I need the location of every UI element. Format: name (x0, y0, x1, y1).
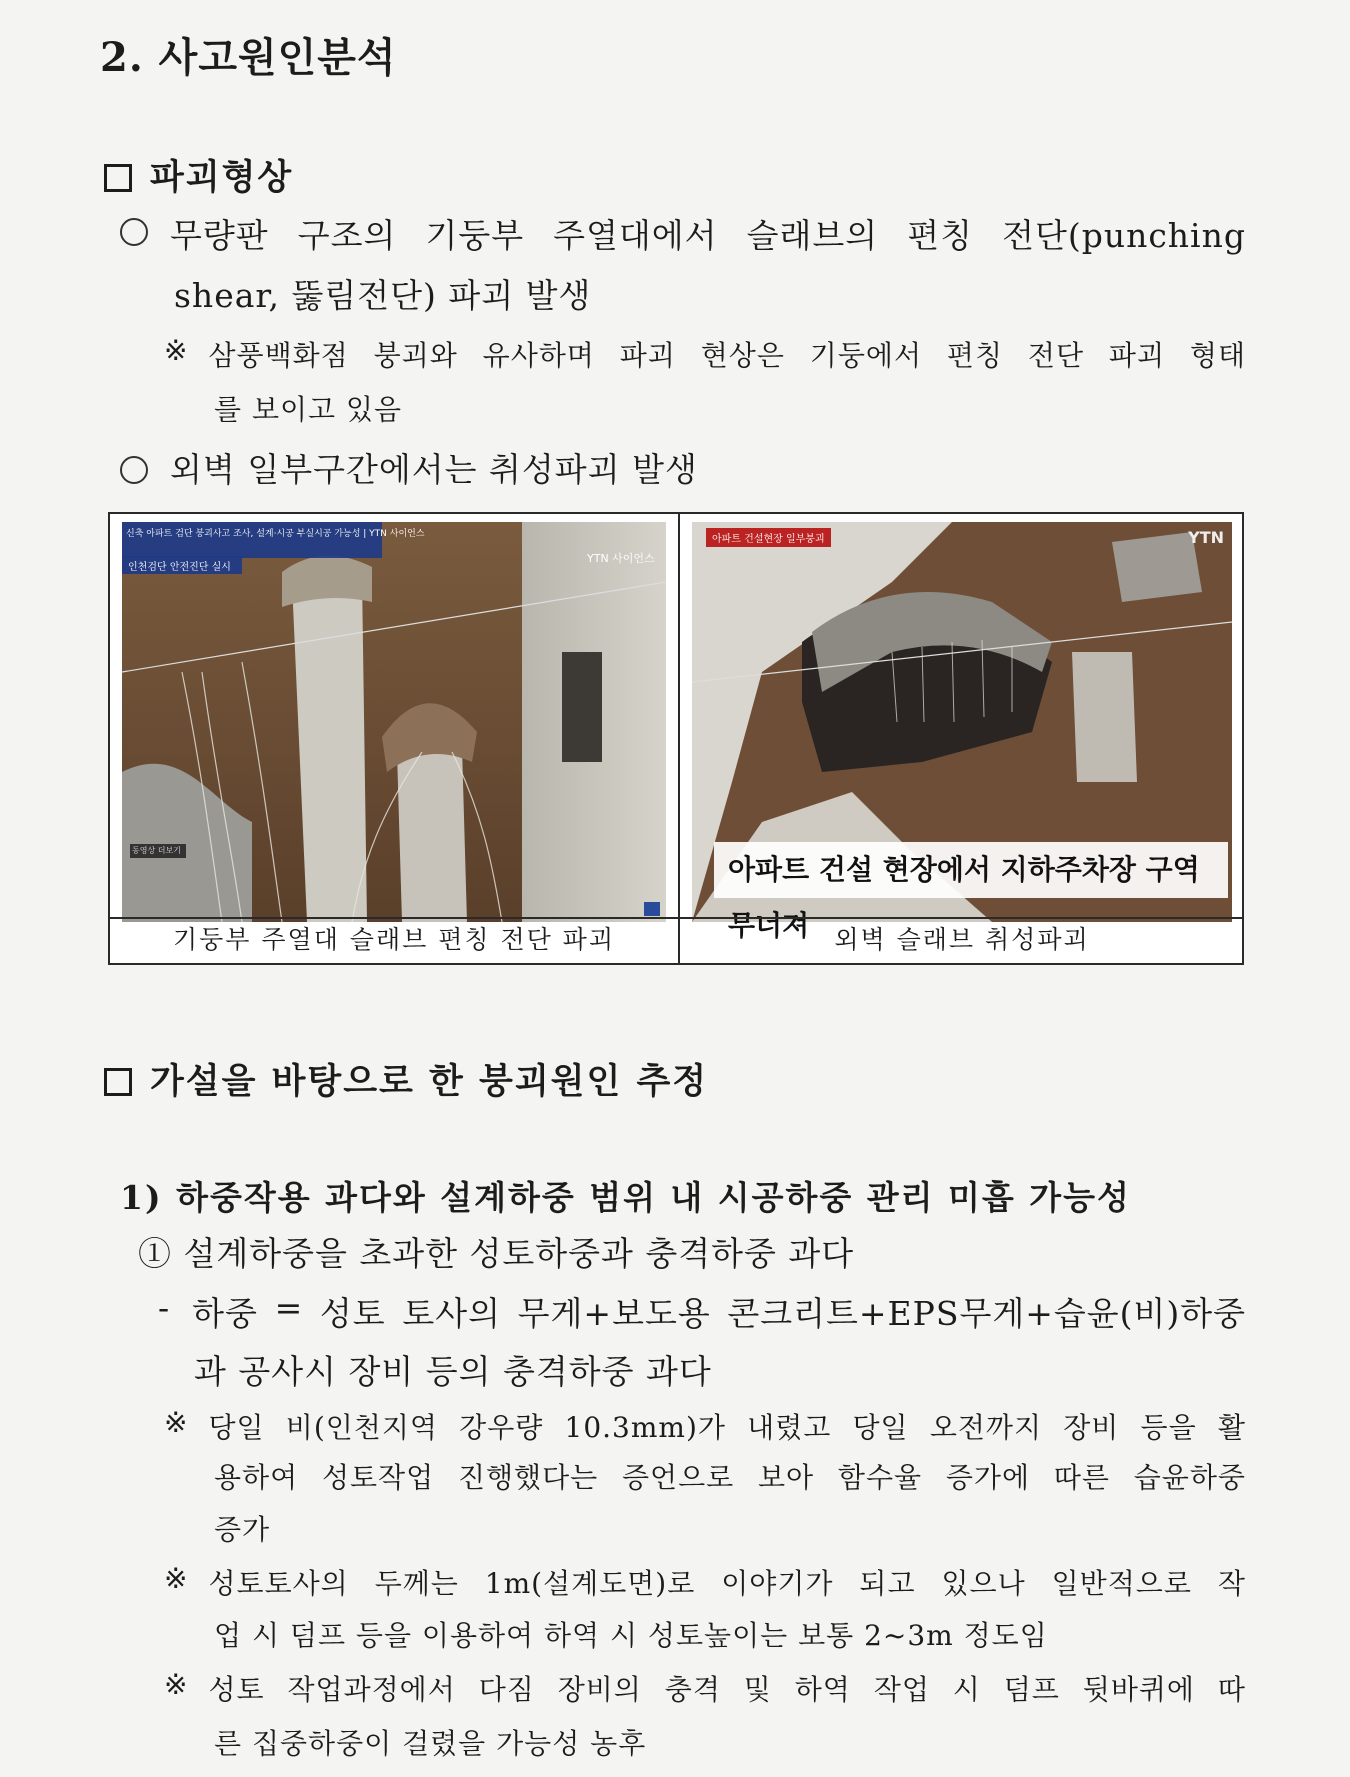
photo-banner: 인천검단 안전진단 실시 (128, 562, 231, 573)
word: 현상은 (700, 339, 785, 372)
word: 작업 (873, 1673, 930, 1706)
checkbox-square-icon (104, 164, 132, 192)
word: 증언으로 (622, 1461, 735, 1494)
word: 10.3mm)가 (564, 1411, 726, 1444)
dash-symbol: - (158, 1288, 171, 1327)
circle-bullet-icon (120, 218, 148, 246)
checkbox-square-icon (104, 1068, 132, 1096)
hypothesis-item1: ① 설계하중을 초과한 성토하중과 충격하중 과다 (138, 1234, 855, 1273)
hypothesis-heading: 가설을 바탕으로 한 붕괴원인 추정 (104, 1054, 708, 1104)
word: 당일 (852, 1411, 909, 1444)
word: 이야기가 (721, 1567, 834, 1600)
word: 1m(설계도면)로 (484, 1567, 696, 1600)
collapse-photo-left (122, 522, 666, 922)
word: 붕괴와 (373, 339, 458, 372)
word: 전단 (1027, 339, 1084, 372)
word: 있으나 (941, 1567, 1026, 1600)
failure-item-1 (120, 210, 1246, 257)
photo-ticker: 신축 아파트 검단 붕괴사고 조사, 설계·시공 부실시공 가능성 | YTN 사이언스 (126, 529, 425, 539)
word: 비(인천지역 (285, 1411, 438, 1444)
word: 파괴 (1108, 339, 1165, 372)
word: 무게+보도용 (517, 1294, 711, 1333)
word: 편칭 (907, 216, 973, 255)
word: 장비 (1063, 1411, 1120, 1444)
failure-item-2 (120, 444, 698, 491)
impact-note-line2: 른 집중하중이 걸렸을 가능성 농후 (214, 1727, 647, 1760)
note-symbol: ※ (164, 334, 189, 367)
word: 유사하며 (482, 339, 595, 372)
word: 성토토사의 (208, 1567, 349, 1600)
word: 되고 (859, 1567, 916, 1600)
word: 하역 (794, 1673, 851, 1706)
photo-brand: YTN 사이언스 (587, 552, 655, 565)
figure-cell-right (680, 514, 1244, 963)
photo-figure-table (108, 512, 1244, 965)
fill-thickness-note (164, 1562, 1246, 1602)
word: 외벽 (170, 450, 236, 489)
photo-column-punching-shear (122, 522, 666, 922)
figure-caption-right: 외벽 슬래브 취성파괴 (680, 917, 1244, 963)
failure-note-line2: 를 보이고 있음 (214, 393, 403, 426)
word: 성토작업 (321, 1461, 435, 1494)
word: 토사의 (402, 1294, 501, 1333)
word: 등을 (1140, 1411, 1197, 1444)
word: 활 (1217, 1411, 1246, 1444)
word: 뒷바퀴에 (1082, 1673, 1195, 1706)
figure-caption-left: 기둥부 주열대 슬래브 편칭 전단 파괴 (110, 917, 678, 963)
word: 전단(punching (1002, 216, 1246, 255)
fill-thickness-note-line2: 업 시 덤프 등을 이용하여 하역 시 성토높이는 보통 2~3m 정도임 (214, 1619, 1048, 1652)
failure-note (164, 334, 1246, 374)
word: 형태 (1189, 339, 1246, 372)
word: 덤프 (1003, 1673, 1060, 1706)
word: 충격 (664, 1673, 721, 1706)
word: 삼풍백화점 (208, 339, 349, 372)
word: 오전까지 (929, 1411, 1043, 1444)
note-symbol: ※ (164, 1562, 189, 1595)
photo-badge: 동영상 더보기 (132, 846, 181, 855)
word: 일부구간에서는 (247, 450, 478, 489)
word: 성토 (208, 1673, 265, 1706)
word: 작업과정에서 (287, 1673, 456, 1706)
word: 습윤하중 (1133, 1461, 1246, 1494)
word: 두께는 (374, 1567, 459, 1600)
word: 장비의 (557, 1673, 642, 1706)
word: 콘크리트+EPS무게+습윤(비)하중 (727, 1294, 1246, 1333)
word: 강우량 (459, 1411, 544, 1444)
word: 증가에 (945, 1461, 1031, 1494)
word: 및 (743, 1673, 772, 1706)
circle-bullet-icon (120, 456, 148, 484)
hypothesis-sub1: 1) 하중작용 과다와 설계하중 범위 내 시공하중 관리 미흡 가능성 (120, 1178, 1131, 1217)
word: 성토 (319, 1294, 386, 1333)
note-symbol: ※ (164, 1406, 189, 1439)
word: 무량판 (170, 216, 269, 255)
word: 기둥부 (425, 216, 525, 255)
section-title: 2. 사고원인분석 (100, 34, 397, 81)
failure-heading: 파괴형상 (104, 150, 293, 200)
word: 시 (952, 1673, 981, 1706)
word: 따 (1217, 1673, 1246, 1706)
load-definition-line2: 과 공사시 장비 등의 충격하중 과다 (194, 1352, 712, 1391)
word: 보아 (758, 1461, 815, 1494)
word: 슬래브의 (746, 216, 879, 255)
word: 다짐 (478, 1673, 535, 1706)
word: 당일 (208, 1411, 265, 1444)
word: 파괴 (619, 339, 676, 372)
word: 발생 (632, 450, 698, 489)
figure-cell-left (110, 514, 680, 963)
word: 하중 (192, 1294, 258, 1333)
word: 기둥에서 (809, 339, 922, 372)
photo-brand: YTN (1188, 528, 1224, 547)
photo-label: 아파트 건설현장 일부붕괴 (706, 528, 831, 547)
photo-overlay-headline: 아파트 건설 현장에서 지하주차장 구역 무너져 (714, 842, 1228, 898)
load-definition (158, 1288, 1246, 1335)
impact-note (164, 1668, 1246, 1708)
word: 주열대에서 (553, 216, 718, 255)
word: 함수율 (837, 1461, 923, 1494)
word: 편칭 (946, 339, 1003, 372)
word: 일반적으로 (1051, 1567, 1192, 1600)
failure-item-1-line2: shear, 뚫림전단) 파괴 발생 (174, 276, 592, 315)
word: 작 (1217, 1567, 1246, 1600)
rain-note-line2 (214, 1456, 1246, 1496)
word: 취성파괴 (489, 450, 621, 489)
word: 내렸고 (747, 1411, 832, 1444)
word: 따른 (1053, 1461, 1110, 1494)
word: 용하여 (214, 1461, 299, 1494)
rain-note (164, 1406, 1246, 1446)
word: 진행했다는 (457, 1461, 599, 1494)
note-symbol: ※ (164, 1668, 189, 1701)
word: = (274, 1288, 304, 1327)
word: 구조의 (297, 216, 397, 255)
rain-note-line3: 증가 (214, 1513, 271, 1546)
